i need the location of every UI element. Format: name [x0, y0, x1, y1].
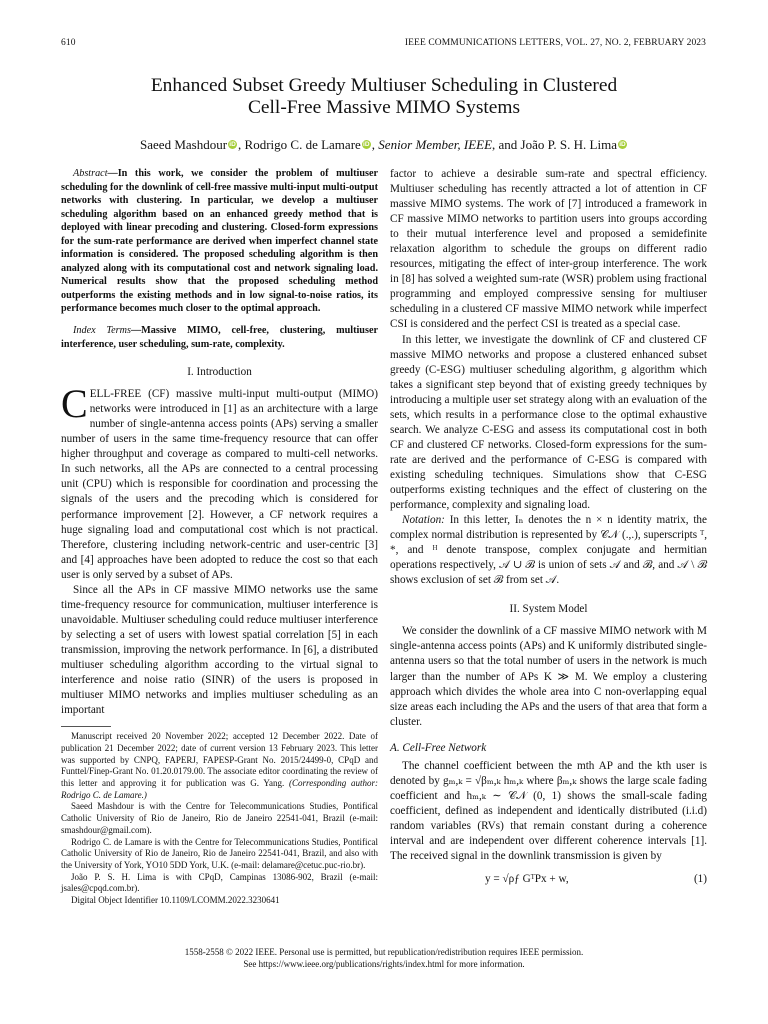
index-terms-text: Massive MIMO, cell-free, clustering, multiuser interference, user scheduling, sum-rate, complexity.: [61, 325, 378, 350]
journal-header: IEEE COMMUNICATIONS LETTERS, VOL. 27, NO. 2, FEBRUARY 2023: [404, 38, 706, 48]
orcid-icon[interactable]: iD: [619, 141, 626, 148]
copyright-line-2[interactable]: See https://www.ieee.org/publications/rights/index.html for more information.: [243, 959, 525, 969]
paper-title: [0, 75, 768, 119]
footnote-3: Rodrigo C. de Lamare is with the Centre for Telecommunications Studies, Pontifical Catholic University of Rio de Janeiro, Rio de Janeiro 22541-041, Brazil, and also with the University of York, YO10 5DD York, U.K. (e-mail: delamare@cetuc.puc-rio.br).: [61, 836, 378, 870]
abstract-label: Abstract: [73, 168, 108, 179]
dash: —: [130, 325, 142, 337]
notation-label: Notation:: [402, 514, 445, 527]
footnote-rule: [61, 726, 111, 727]
orcid-icon[interactable]: iD: [363, 141, 370, 148]
author-2: Rodrigo C. de Lamare: [244, 137, 361, 152]
notation-text: In this letter, Iₙ denotes the n × n identity matrix, the complex normal distribution is represented by 𝒞𝒩 (.,.), superscripts ᵀ, *, and ᴴ denote transpose, complex conjugate and hermitian operations respectively, 𝒜 ∪ ℬ is union of sets 𝒜 and ℬ, and 𝒜 \ ℬ shows exclusion of set ℬ from set 𝒜.: [390, 514, 707, 587]
abstract: [61, 167, 378, 316]
author-list: [0, 137, 768, 153]
right-column: [390, 167, 707, 887]
right-paragraph-1: factor to achieve a desirable sum-rate and spectral efficiency. Multiuser scheduling has recently attracted a lot of attention in CF massive MIMO systems. The work of [7] introduced a framework in CF massive MIMO networks to partition users into groups according to their mutual interference level and proposed a semidefinite relaxation algorithm to schedule the groups on different radio resources, mitigating the effect of inter-group interference. The work in [8] has solved a weighted sum-rate (WSR) problem using fractional programming and employed compressive sensing for multiuser scheduling in a clustered CF massive MIMO network while imperfect CSI is considered and the perfect CSI is treated as a special case.: [390, 168, 707, 331]
doi[interactable]: Digital Object Identifier 10.1109/LCOMM.2022.3230641: [71, 895, 280, 906]
intro-p1-text: ELL-FREE (CF) massive multi-input multi-output (MIMO) networks were introduced in [1] as an architecture with a large number of single-antenna access points (APs) serving a smaller number of users in the same time-frequency resource that can offer higher throughput and coverage as compared to multi-cell networks. In such networks, all the APs are connected to a central processing unit (CPU) which is responsible for coordination and processing the signals of the users and the precoding which is considered for performance improvement [2]. However, a CF network requires a huge signaling load and computational cost which is not practical. Therefore, clustering including network-centric and user-centric [3] and [4] approaches have been adopted to reduce the cost so that each user is only served by a subset of APs.: [61, 388, 378, 581]
author-2-title: Senior Member, IEEE: [378, 137, 493, 152]
right-paragraph-2: In this letter, we investigate the downlink of CF and clustered CF massive MIMO networks and propose a clustered enhanced subset greedy (C-ESG) multiuser scheduling algorithm, g algorithm which takes a significant step beyond that of existing greedy techniques by introducing a multiple user set strategy along with an evaluation of the sets, which results in a performance close to the optimal exhaustive search. We analyze C-ESG and assess its computational cost in both CF and clustered CF networks. Closed-form expressions for the sum-rate are derived and the performance of C-ESG is compared with existing scheduling techniques. Simulations show that C-ESG outperforms existing techniques and the effect of clustering on the performance, complexity and signaling load.: [390, 333, 707, 512]
intro-paragraph-1: [61, 381, 378, 583]
equation-number: (1): [693, 873, 707, 886]
author-3: João P. S. H. Lima: [520, 137, 617, 152]
footnote-1-text: Manuscript received 20 November 2022; accepted 12 December 2022. Date of publication 21 December 2022; date of current version 13 February 2023. This letter was supported by CNPQ, FAPERJ, FAPESP-Grant No. 2015/24499-0, CPqD and Funttel/Finep-Grant No. 01.20.0179.00. The associate editor coordinating the review of this letter and approving it for publication was G. Yang.: [61, 731, 378, 788]
footnote-2: Saeed Mashdour is with the Centre for Telecommunications Studies, Pontifical Catholic University of Rio de Janeiro, Rio de Janeiro 22541-041, Brazil (e-mail: smashdour@gmail.com).: [61, 801, 378, 835]
page-number: 610: [61, 38, 76, 48]
subsection-heading: A. Cell-Free Network: [390, 741, 487, 754]
notation-paragraph: [390, 513, 707, 588]
copyright-line-1: 1558-2558 © 2022 IEEE. Personal use is permitted, but republication/redistribution requires IEEE permission.: [184, 947, 584, 957]
section-heading-intro: I. Introduction: [187, 366, 252, 379]
left-column: [61, 167, 378, 907]
footnote-4: João P. S. H. Lima is with CPqD, Campinas 13086-902, Brazil (e-mail: jsales@cpqd.com.br).: [61, 871, 378, 894]
dash: —: [107, 168, 118, 179]
title-line-2: Cell-Free Massive MIMO Systems: [248, 97, 520, 118]
copyright-notice: [0, 946, 768, 970]
intro-paragraph-2: Since all the APs in CF massive MIMO networks use the same time-frequency resource for communication, multiuser interference is unavoidable. Multiuser scheduling could reduce multiuser interference by selecting a set of users with lowest spatial correlation [5] in each transmission, improving the network performance. In [6], a distributed multiuser scheduling algorithm according to the virtual signal to interference and noise ratio (SINR) of the users is proposed in multiuser MIMO networks and implies multiuser scheduling as an important: [61, 583, 378, 717]
footnotes: [61, 726, 378, 907]
index-terms-label: Index Terms: [73, 325, 131, 337]
author-sep: ,: [371, 137, 379, 152]
equation-1: [390, 872, 707, 887]
index-terms: [61, 324, 378, 351]
author-sep: ,: [238, 137, 245, 152]
corresponding-author: (Corresponding author: Rodrigo C. de Lamare.): [61, 778, 378, 800]
channel-paragraph: The channel coefficient between the mth AP and the kth user is denoted by gₘ,ₖ = √βₘ,ₖ hₘ,ₖ where βₘ,ₖ shows the large scale fading coefficient and hₘ,ₖ ∼ 𝒞𝒩 (0, 1) shows the small-scale fading coefficient, defined as independent and identically distributed (i.i.d) random variables (RVs) that remain constant during a coherence interval and are independent over different coherence intervals [1]. The received signal in the downlink transmission is given by: [390, 759, 707, 863]
abstract-text: In this work, we consider the problem of multiuser scheduling for the downlink of cell-free massive multi-input multi-output networks with clustering. In particular, we develop a multiuser scheduling algorithm based on an enhanced greedy method that is deployed with linear precoding and clustering. Closed-form expressions for the sum-rate performance are derived when imperfect channel state information is considered. The proposed scheduling algorithm is then analyzed along with its computational cost and network signaling load. Numerical results show that the proposed scheduling method outperforms the existing methods and in low signal-to-noise ratios, its performance becomes much closer to the optimal approach.: [61, 168, 378, 315]
dropcap: C: [61, 381, 88, 427]
orcid-icon[interactable]: iD: [229, 141, 236, 148]
author-1: Saeed Mashdour: [140, 137, 228, 152]
title-line-1: Enhanced Subset Greedy Multiuser Scheduling in Clustered: [150, 75, 618, 96]
equation-body: y = √ρƒ GᵀPx + w,: [485, 873, 569, 886]
section-heading-system-model: II. System Model: [509, 603, 588, 616]
footnote-1: [61, 731, 378, 801]
author-sep: , and: [492, 137, 521, 152]
system-model-paragraph: We consider the downlink of a CF massive MIMO network with M single-antenna access points (APs) and K uniformly distributed single-antenna users so that the total number of users in the network is much larger than the number of APs K ≫ M. We employ a clustering approach which divides the whole area into C non-overlapping equal size areas each including the APs and the users of that area that form a cluster.: [390, 625, 707, 728]
